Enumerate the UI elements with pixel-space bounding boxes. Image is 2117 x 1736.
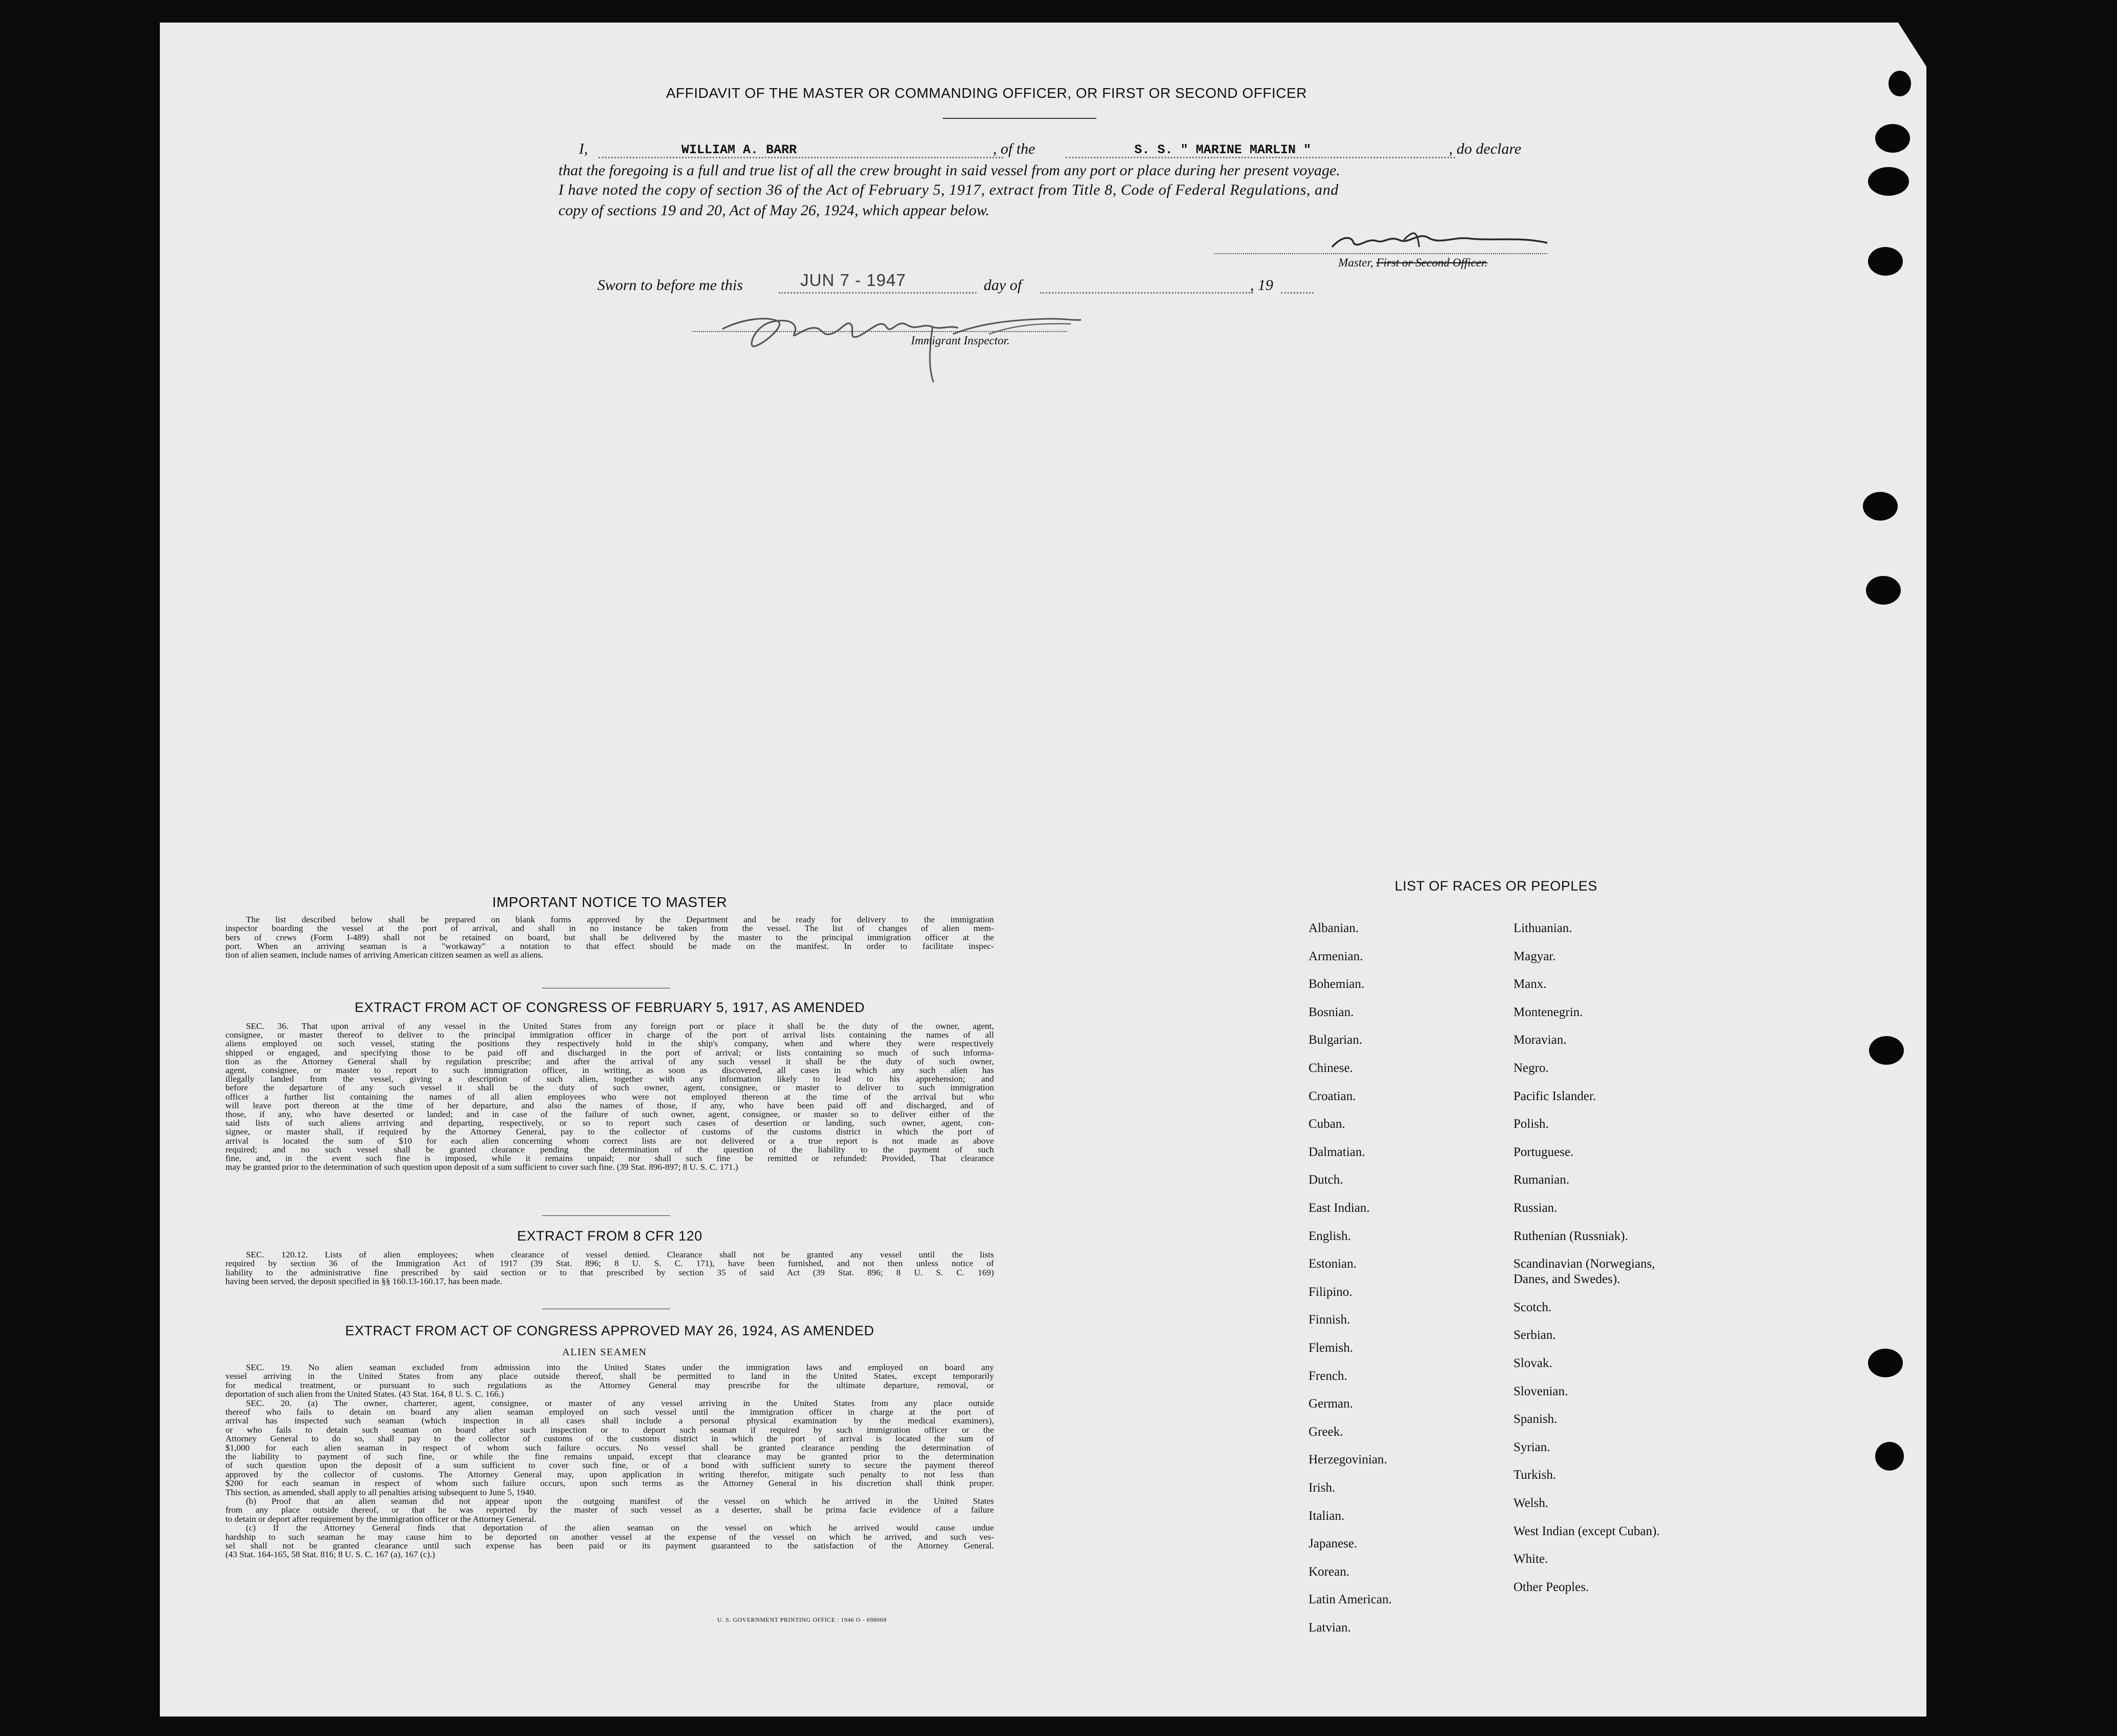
race-item: Turkish. bbox=[1513, 1468, 1556, 1482]
race-item: French. bbox=[1309, 1369, 1347, 1383]
race-item: Portuguese. bbox=[1513, 1145, 1574, 1159]
affidavit-of-the: , of the bbox=[993, 140, 1035, 157]
binder-hole bbox=[1863, 492, 1898, 521]
affidavit-body-line: that the foregoing is a full and true list of all the crew brought in said vessel from any port or place during her present voyage. bbox=[558, 162, 1340, 179]
affidavit-body-line: copy of sections 19 and 20, Act of May 26, 1924, which appear below. bbox=[558, 202, 990, 219]
paragraph-line: before the departure of any such vessel it shall be the duty of such owner, agent, consignee, or master to deliver to such immigration bbox=[225, 1083, 994, 1093]
race-item: Polish. bbox=[1513, 1117, 1549, 1131]
race-item: Estonian. bbox=[1309, 1257, 1357, 1271]
binder-hole bbox=[1868, 167, 1909, 196]
paragraph-line: from any place outside thereof, or that he was reported by the master of such vessel as a deserter, shall be prima facie evidence of a failure bbox=[225, 1505, 994, 1515]
paragraph-line: SEC. 120.12. Lists of alien employees; when clearance of vessel denied. Clearance shall not be granted any vessel until the lists bbox=[246, 1250, 994, 1259]
race-item: Spanish. bbox=[1513, 1412, 1558, 1427]
race-item: Bulgarian. bbox=[1309, 1033, 1362, 1047]
race-item: Dutch. bbox=[1309, 1173, 1343, 1187]
paragraph-line: SEC. 19. No alien seaman excluded from admission into the United States under the immigration laws and employed on board any bbox=[246, 1362, 994, 1372]
paragraph-line: approved by the collector of customs. The Attorney General may, upon application in writing therefor, mitigate such penalty to not less than bbox=[225, 1469, 994, 1479]
paragraph-line: those, if any, who have deserted or landed; and in case of the failure of such owner, agent, consignee, or master so to deliver either of the bbox=[225, 1109, 994, 1119]
race-item: West Indian (except Cuban). bbox=[1513, 1524, 1660, 1538]
race-item: Rumanian. bbox=[1513, 1173, 1570, 1187]
paragraph-line: may be granted prior to the determination of such question upon deposit of a sum sufficient to cover such fine. (39 Stat. 896-897; 8 U. S. C. 171.) bbox=[225, 1162, 738, 1172]
race-item: Latvian. bbox=[1309, 1621, 1351, 1635]
paragraph-line: the liability to payment of such fine, or while the fine remains unpaid, except that clearance may be granted prior to the determination bbox=[225, 1452, 994, 1461]
master-name-line bbox=[598, 157, 1003, 158]
race-item: Finnish. bbox=[1309, 1313, 1351, 1327]
paragraph-line: for medical treatment, or pursuant to such regulations as the Attorney General may prescribe for the ultimate departure, removal, or bbox=[225, 1380, 994, 1390]
race-item: Croatian. bbox=[1309, 1089, 1356, 1103]
race-item: Bosnian. bbox=[1309, 1005, 1354, 1019]
paragraph-line: said lists of such aliens arriving and departing, respectively, or so to report such cases of desertion or landing, such owner, agent, con- bbox=[225, 1118, 994, 1128]
race-item: Filipino. bbox=[1309, 1285, 1353, 1299]
paragraph-line: required; and no such vessel shall be granted clearance pending the determination of the question of the liability to the payment of such bbox=[225, 1144, 994, 1154]
paragraph-line: $200 for each seaman in respect of whom such failure occurs, upon such terms as the Attorney General in his discretion shall think proper. bbox=[225, 1478, 994, 1489]
paragraph-line: tion as the Attorney General shall by regulation prescribe; and after the arrival of any such vessel it shall be the duty of such owner, bbox=[225, 1056, 994, 1066]
binder-hole bbox=[1888, 71, 1911, 96]
race-item: Welsh. bbox=[1513, 1496, 1549, 1510]
paragraph-line: SEC. 20. (a) The owner, charterer, agent, consignee, or master of any vessel arriving in the United States from any place outside bbox=[246, 1398, 994, 1408]
paragraph-line: arrival has inspected such seaman (which inspection in all cases shall include a personal physical examination by the medical examiners), bbox=[225, 1416, 994, 1426]
paragraph-line: shipped or engaged, and specifying those to be paid off and discharged in the port of arrival; or lists containing so much of such informa- bbox=[225, 1047, 994, 1058]
printing-office-line: U. S. GOVERNMENT PRINTING OFFICE : 1946 O - 698069 bbox=[717, 1616, 887, 1623]
inspector-signature-line bbox=[693, 331, 1067, 332]
race-item: Moravian. bbox=[1513, 1033, 1567, 1047]
race-item: Negro. bbox=[1513, 1061, 1549, 1075]
race-item: Montenegrin. bbox=[1513, 1005, 1583, 1019]
paragraph-line: having been served, the deposit specified in §§ 160.13-160.17, has been made. bbox=[225, 1276, 503, 1286]
affidavit-title: AFFIDAVIT OF THE MASTER OR COMMANDING OFFICER, OR FIRST OR SECOND OFFICER bbox=[666, 85, 1307, 101]
extract-1917-title: EXTRACT FROM ACT OF CONGRESS OF FEBRUARY 5, 1917, AS AMENDED bbox=[355, 1000, 865, 1015]
paragraph-line: port. When an arriving seaman is a "workaway" a notation to that effect should be made on the manifest. In order to facilitate inspec- bbox=[225, 941, 994, 951]
paragraph-line: consignee, or master thereof to deliver to the principal immigration officer in charge of the port of arrival lists containing the names of all bbox=[225, 1030, 994, 1040]
paragraph-line: liability to the administrative fine prescribed by said section or to that prescribed by section 35 of said Act (39 Stat. 896; 8 U. S. C. 169) bbox=[225, 1267, 994, 1277]
race-item: Japanese. bbox=[1309, 1537, 1358, 1551]
paragraph-line: SEC. 36. That upon arrival of any vessel in the United States from any foreign port or place it shall be the duty of the owner, agent, bbox=[246, 1021, 994, 1031]
binder-hole bbox=[1868, 1349, 1903, 1377]
inspector-signature bbox=[712, 298, 1091, 385]
paragraph-line: The list described below shall be prepared on blank forms approved by the Department and be ready for delivery to the immigration bbox=[246, 915, 994, 924]
paragraph-line: inspector boarding the vessel at the port of arrival, and shall in no instance be taken from the vessel. The list of changes of alien mem- bbox=[225, 923, 994, 934]
master-signature bbox=[1327, 220, 1552, 256]
paragraph-line: will leave port thereon at the time of her departure, and also the names of those, if any, who have been paid off and discharged, and of bbox=[225, 1100, 994, 1110]
divider bbox=[943, 118, 1096, 119]
race-item: Herzegovinian. bbox=[1309, 1453, 1387, 1467]
race-item: Armenian. bbox=[1309, 949, 1363, 963]
sworn-year-line bbox=[1281, 292, 1314, 294]
year-prefix: , 19 bbox=[1250, 277, 1273, 294]
race-item: English. bbox=[1309, 1229, 1351, 1243]
paragraph-line: agent, consignee, or master to report to such immigration officer, in writing, as soon as discovered, all cases in which any such alien has bbox=[225, 1065, 994, 1075]
binder-hole bbox=[1869, 1036, 1904, 1065]
vessel-name-field: S. S. " MARINE MARLIN " bbox=[1134, 142, 1312, 157]
race-item: Serbian. bbox=[1513, 1328, 1556, 1342]
sworn-date-stamp: JUN 7 - 1947 bbox=[800, 271, 906, 290]
paragraph-line: officer a further list containing the names of all alien employees who were not employed thereon at the time of the arrival but who bbox=[225, 1091, 994, 1102]
race-item: Syrian. bbox=[1513, 1440, 1550, 1454]
paragraph-line: $1,000 for each alien seaman in respect of whom such failure occurs. No vessel shall be granted clearance pending the determination of bbox=[225, 1442, 994, 1453]
paragraph-line: or who fails to detain such seaman on board after such inspection or to deport such seaman if required by such immigration officer or the bbox=[225, 1424, 994, 1435]
day-of-label: day of bbox=[984, 277, 1022, 294]
race-item: Italian. bbox=[1309, 1508, 1345, 1523]
sworn-date-line bbox=[779, 292, 977, 294]
paragraph-line: fine, and, in the event such fine is imposed, while it remains unpaid; nor shall such fine be remitted or refunded: Provided, That clearance bbox=[225, 1153, 994, 1163]
master-caption bbox=[1338, 256, 1487, 270]
master-caption-prefix: Master, bbox=[1338, 256, 1374, 269]
paragraph-line: signee, or master shall, if required by the Attorney General, pay to the collector of customs of the customs district in which the port of bbox=[225, 1127, 994, 1137]
paragraph-line: vessel arriving in the United States from any place outside thereof, shall be permitted to land in the United States, except temporarily bbox=[225, 1371, 994, 1381]
race-item: Slovak. bbox=[1513, 1356, 1552, 1370]
divider bbox=[542, 1215, 670, 1216]
affidavit-body-line: I have noted the copy of section 36 of the Act of February 5, 1917, extract from Title 8, Code of Federal Regulations, and bbox=[558, 181, 1339, 198]
binder-hole bbox=[1866, 576, 1901, 605]
paragraph-line: deportation of such alien from the United States. (43 Stat. 164, 8 U. S. C. 166.) bbox=[225, 1389, 504, 1399]
paragraph-line: required by section 36 of the Immigration Act of 1917 (39 Stat. 896; 8 U. S. C. 171), have been furnished, and not then unless notice of bbox=[225, 1258, 994, 1269]
paragraph-line: tion of alien seamen, include names of arriving American citizen seamen as well as aliens. bbox=[225, 950, 544, 960]
affidavit-i-label: I, bbox=[579, 140, 588, 157]
master-name-field: WILLIAM A. BARR bbox=[681, 142, 797, 157]
paragraph-line: arrival is located the sum of $10 for each alien concerning whom correct lists are not delivered or a true report is not made as above bbox=[225, 1135, 994, 1146]
sworn-month-line bbox=[1040, 292, 1253, 294]
race-item: Albanian. bbox=[1309, 921, 1359, 935]
race-item: Manx. bbox=[1513, 977, 1547, 991]
race-item: Korean. bbox=[1309, 1564, 1350, 1579]
paragraph-line: to detain or deport after requirement by the immigration officer or the Attorney General. bbox=[225, 1514, 536, 1524]
binder-hole bbox=[1875, 124, 1910, 153]
race-item: Latin American. bbox=[1309, 1593, 1392, 1607]
race-item: Scotch. bbox=[1513, 1300, 1552, 1314]
race-item: White. bbox=[1513, 1552, 1548, 1566]
binder-hole bbox=[1868, 247, 1903, 276]
paragraph-line: hardship to such seaman he may cause him to be deported on another vessel at the expense of the vessel on which he arrived, and such ves- bbox=[225, 1532, 994, 1542]
race-item: Other Peoples. bbox=[1513, 1580, 1589, 1594]
race-item: Scandinavian (Norwegians, bbox=[1513, 1257, 1655, 1271]
race-item: Cuban. bbox=[1309, 1117, 1345, 1131]
extract-cfr-title: EXTRACT FROM 8 CFR 120 bbox=[517, 1228, 702, 1244]
race-item: Ruthenian (Russniak). bbox=[1513, 1229, 1628, 1243]
race-item: German. bbox=[1309, 1397, 1353, 1411]
paragraph-line: (43 Stat. 164-165, 58 Stat. 816; 8 U. S. C. 167 (a), 167 (c).) bbox=[225, 1549, 435, 1560]
paragraph-line: aliens employed on such vessel, stating the positions they respectively hold in the ship's company, when and where they were respectively bbox=[225, 1039, 994, 1049]
inspector-caption: Immigrant Inspector. bbox=[911, 334, 1010, 347]
paragraph-line: This section, as amended, shall apply to all penalties arising subsequent to June 5, 1940. bbox=[225, 1487, 536, 1497]
paragraph-line: sel shall not be granted clearance until such expense has been paid or its payment guaranteed to the satisfaction of the Attorney General. bbox=[225, 1541, 994, 1551]
races-title: LIST OF RACES OR PEOPLES bbox=[1395, 878, 1597, 894]
alien-seamen-subtitle: ALIEN SEAMEN bbox=[562, 1347, 647, 1358]
sworn-label: Sworn to before me this bbox=[597, 277, 743, 294]
race-item: Pacific Islander. bbox=[1513, 1089, 1596, 1103]
paragraph-line: (c) If the Attorney General finds that deportation of the alien seaman on the vessel on which he arrived would cause undue bbox=[246, 1523, 994, 1533]
master-signature-line bbox=[1214, 253, 1547, 254]
race-item: Magyar. bbox=[1513, 949, 1556, 963]
paragraph-line: bers of crews (Form I-489) shall not be retained on board, but shall be delivered by the master to the principal immigration officer at the bbox=[225, 932, 994, 942]
notice-title: IMPORTANT NOTICE TO MASTER bbox=[492, 894, 728, 910]
race-item: Bohemian. bbox=[1309, 977, 1365, 991]
binder-hole bbox=[1875, 1442, 1904, 1471]
paragraph-line: of such question upon the deposit of a sum sufficient to cover such fine, or of a bond with sufficient surety to secure the payment thereof bbox=[225, 1460, 994, 1471]
master-caption-struck: First or Second Officer. bbox=[1376, 256, 1488, 269]
paragraph-line: (b) Proof that an alien seaman did not appear upon the outgoing manifest of the vessel on which he arrived in the United States bbox=[246, 1496, 994, 1506]
paragraph-line: illegally landed from the vessel, giving a description of such alien, together with any information likely to lead to his apprehension; and bbox=[225, 1074, 994, 1084]
race-item: Greek. bbox=[1309, 1424, 1343, 1439]
extract-1924-title: EXTRACT FROM ACT OF CONGRESS APPROVED MAY 26, 1924, AS AMENDED bbox=[345, 1323, 875, 1338]
race-item: Danes, and Swedes). bbox=[1513, 1272, 1621, 1287]
race-item: Chinese. bbox=[1309, 1061, 1353, 1075]
race-item: Slovenian. bbox=[1513, 1384, 1568, 1398]
race-item: East Indian. bbox=[1309, 1201, 1370, 1215]
paragraph-line: thereof who fails to detain on board any alien seaman employed on such vessel until the immigration officer in charge at the port of bbox=[225, 1407, 994, 1417]
affidavit-do-declare: , do declare bbox=[1449, 140, 1522, 157]
race-item: Lithuanian. bbox=[1513, 921, 1572, 935]
race-item: Dalmatian. bbox=[1309, 1145, 1365, 1159]
paragraph-line: Attorney General to do so, shall pay to the collector of customs of the customs district in which the port of arrival is located the sum of bbox=[225, 1434, 994, 1444]
race-item: Russian. bbox=[1513, 1201, 1558, 1215]
race-item: Flemish. bbox=[1309, 1341, 1353, 1355]
race-item: Irish. bbox=[1309, 1481, 1336, 1495]
